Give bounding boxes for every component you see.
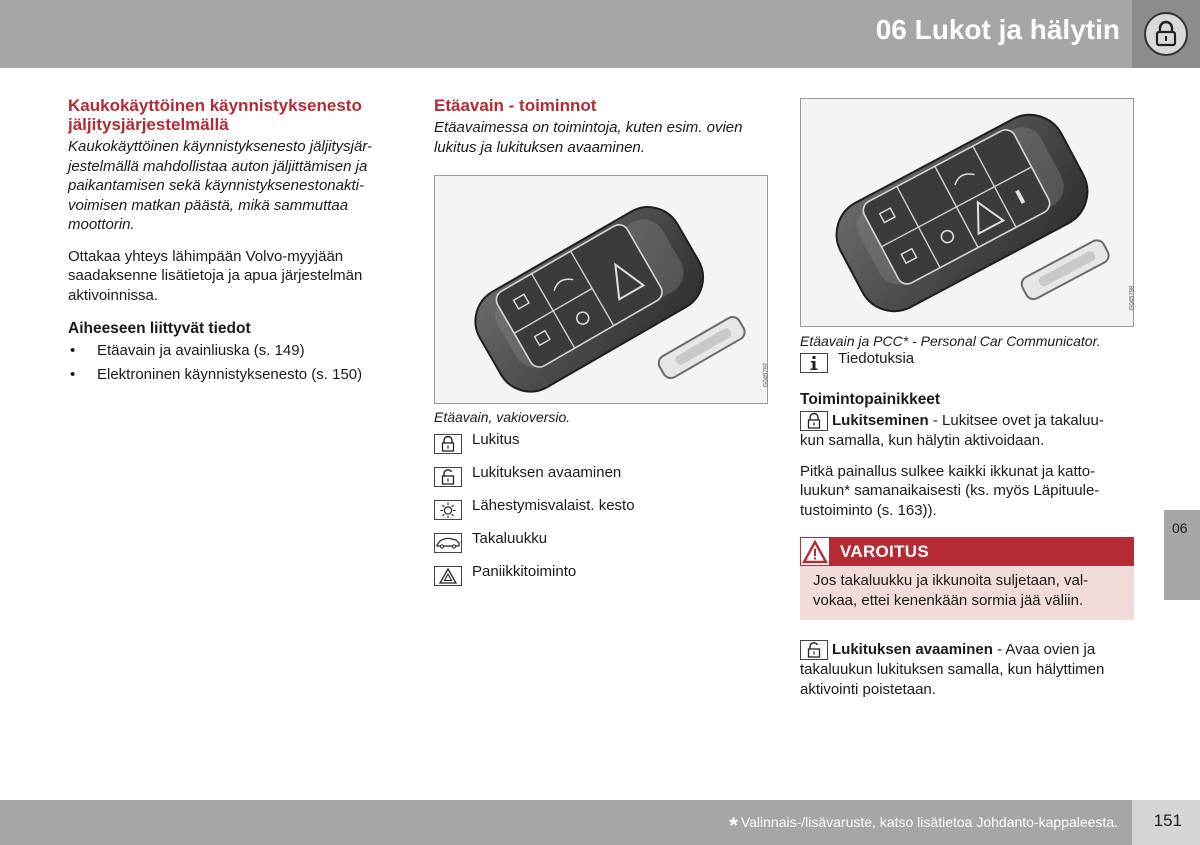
section-heading-text: Kaukokäyttöinen käynnistyksenesto jäljitysjärjestelmällä — [68, 96, 362, 134]
section-intro — [434, 118, 770, 157]
paragraph-line: Ottakaa yhteys lähimpään Volvo-myyjään — [68, 247, 344, 265]
footnote-text: Valinnais-/lisävaruste, katso lisätietoa Johdanto-kappaleesta. — [740, 814, 1118, 830]
intro-line: moottorin. — [68, 216, 135, 233]
footnote — [729, 813, 1118, 839]
unlock-line: takaluukun lukituksen samalla, kun hälyttimen — [800, 661, 1105, 678]
pcc-key-figure — [800, 98, 1134, 327]
paragraph-line: aktivoinnissa. — [68, 286, 159, 304]
padlock-icon — [1144, 12, 1188, 56]
contact-paragraph — [68, 247, 393, 306]
section-intro — [68, 137, 393, 235]
buttons-heading: Toimintopainikkeet — [800, 391, 941, 408]
unlock-line — [800, 640, 1134, 660]
figure-code: G045797 — [763, 362, 770, 388]
section-heading — [68, 96, 393, 134]
unlock-text: - Avaa ovien ja — [992, 641, 1096, 658]
function-label: Lukitus — [472, 431, 520, 448]
intro-line: paikantamisen sekä käynnistyksenestonakti- — [68, 177, 364, 194]
lock-text: - Lukitsee ovet ja takaluu- — [928, 412, 1104, 429]
approach-light-icon — [434, 500, 462, 520]
function-label: Lähestymisvalaist. kesto — [472, 497, 635, 514]
remote-key-illustration — [435, 176, 769, 405]
info-item — [800, 350, 1134, 381]
intro-line: voimisen matkan päästä, mikä sammuttaa — [68, 196, 349, 214]
chapter-tab[interactable] — [1164, 510, 1200, 600]
function-list — [434, 431, 770, 599]
paragraph-line: tustoiminto (s. 163)). — [800, 501, 937, 519]
pcc-key-illustration — [801, 99, 1135, 328]
figure-caption: Etäavain, vakioversio. — [434, 409, 571, 425]
section-heading: Etäavain - toiminnot — [434, 96, 597, 115]
chapter-header — [0, 0, 1200, 68]
warning-header — [800, 537, 1134, 566]
unlock-line: aktivointi poistetaan. — [800, 680, 936, 698]
page-footer — [0, 800, 1200, 845]
panic-triangle-icon — [434, 566, 462, 586]
unlock-paragraph — [800, 640, 1134, 699]
figure-code: G045798 — [1129, 285, 1136, 311]
footnote-asterisk: * — [729, 813, 738, 838]
intro-line: Etäavaimessa on toimintoja, kuten esim. ovien — [434, 119, 743, 136]
right-column — [800, 98, 1134, 699]
paragraph-line: luukun* samanaikaisesti (ks. myös Läpituule- — [800, 482, 1100, 499]
related-heading: Aiheeseen liittyvät tiedot — [68, 320, 251, 337]
lock-open-icon — [434, 467, 462, 487]
chapter-tab-label: 06 — [1172, 520, 1188, 536]
related-link[interactable]: • Elektroninen käynnistyksenesto (s. 150) — [68, 363, 393, 387]
function-label: Paniikkitoiminto — [472, 563, 577, 580]
press-paragraph — [800, 462, 1134, 521]
warning-line: vokaa, ettei kenenkään sormia jää väliin. — [813, 591, 1084, 609]
remote-key-figure — [434, 175, 768, 404]
lock-line — [800, 411, 1134, 431]
warning-icon — [800, 537, 830, 566]
info-icon — [800, 353, 828, 373]
function-item — [434, 563, 770, 599]
warning-text — [800, 566, 1134, 620]
figure-caption: Etäavain ja PCC* - Personal Car Communicator. — [800, 333, 1101, 349]
warning-title: VAROITUS — [840, 541, 929, 561]
paragraph-line: Pitkä painallus sulkee kaikki ikkunat ja katto- — [800, 462, 1096, 480]
chapter-title: 06 Lukot ja hälytin — [875, 14, 1120, 45]
intro-line: lukitus ja lukituksen avaaminen. — [434, 138, 645, 156]
lock-line: kun samalla, kun hälytin aktivoidaan. — [800, 432, 1045, 449]
related-list — [68, 339, 393, 387]
lock-open-icon — [800, 640, 828, 660]
related-link[interactable]: • Etäavain ja avainliuska (s. 149) — [68, 339, 393, 363]
function-label: Lukituksen avaaminen — [472, 464, 622, 481]
page-number: 151 — [1153, 811, 1182, 830]
unlock-term: Lukituksen avaaminen — [832, 641, 993, 658]
lock-paragraph — [800, 411, 1134, 451]
tailgate-icon — [434, 533, 462, 553]
middle-column — [434, 96, 770, 599]
chapter-badge — [1132, 0, 1200, 68]
lock-closed-icon — [434, 434, 462, 454]
intro-line: jestelmällä mahdollistaa auton jäljittämisen ja — [68, 157, 368, 175]
warning-box — [800, 537, 1134, 620]
warning-line: Jos takaluukku ja ikkunoita suljetaan, val- — [813, 572, 1089, 589]
left-column — [68, 96, 393, 387]
function-label: Takaluukku — [472, 530, 548, 547]
lock-closed-icon — [800, 411, 828, 431]
lock-term: Lukitseminen — [832, 412, 929, 429]
intro-line: Kaukokäyttöinen käynnistyksenesto jäljitysjär- — [68, 138, 373, 155]
info-label: Tiedotuksia — [838, 350, 915, 367]
paragraph-line: saadaksenne lisätietoja ja apua järjestelmän — [68, 267, 363, 284]
